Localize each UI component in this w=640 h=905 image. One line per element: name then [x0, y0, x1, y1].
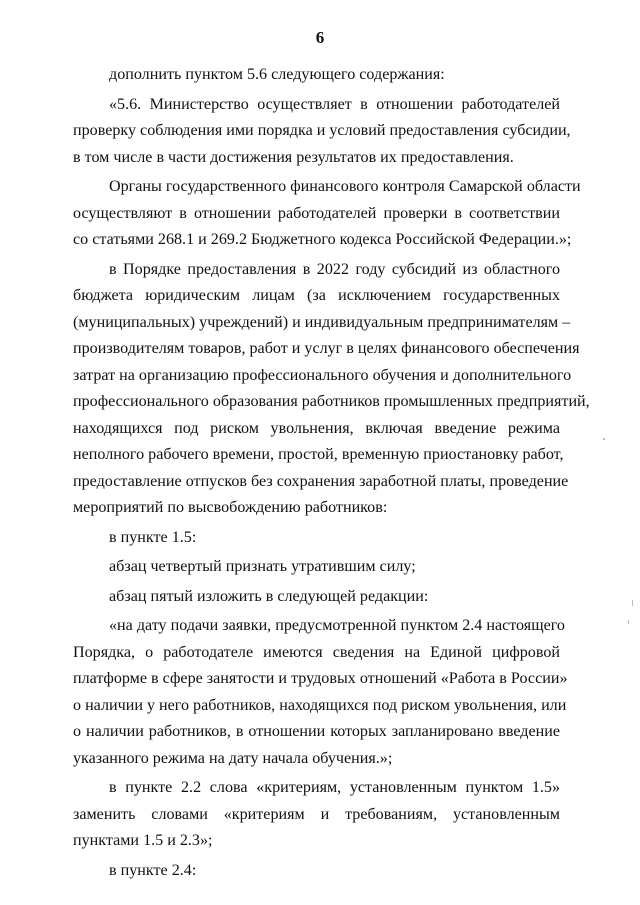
- document-body: [73, 62, 590, 884]
- text-line: профессионального образования работников промышленных предприятий,: [73, 393, 590, 410]
- text-line: заменить словами «критериям и требованиям, установленным: [73, 805, 560, 823]
- text-line: проверку соблюдения ими порядка и условий предоставления субсидии,: [73, 122, 571, 139]
- page-number: 6: [315, 28, 325, 47]
- text-line: производителям товаров, работ и услуг в целях финансового обеспечения: [73, 340, 580, 357]
- text-line: платформе в сфере занятости и трудовых отношений «Работа в России»: [73, 670, 568, 687]
- text-line: в пункте 2.2 слова «критериям, установленным пунктом 1.5»: [109, 779, 560, 796]
- text-line: о наличии работников, в отношении которых запланировано введение: [73, 723, 560, 740]
- text-line: затрат на организацию профессионального обучения и дополнительного: [73, 366, 572, 384]
- text-line: (муниципальных) учреждений) и индивидуальным предпринимателям –: [73, 313, 571, 331]
- text-line: мероприятий по высвобождению работников:: [73, 499, 388, 516]
- text-line: абзац четвертый признать утратившим силу;: [109, 558, 416, 575]
- text-line: «5.6. Министерство осуществляет в отношении работодателей: [109, 95, 560, 113]
- text-line: Органы государственного финансового контроля Самарской области: [109, 178, 581, 195]
- text-line: дополнить пунктом 5.6 следующего содержания:: [109, 66, 445, 83]
- text-line: бюджета юридическим лицам (за исключением государственных: [73, 287, 560, 304]
- scan-speck: [603, 438, 605, 440]
- scan-speck: [632, 600, 633, 606]
- text-line: со статьями 268.1 и 269.2 Бюджетного кодекса Российской Федерации.»;: [73, 231, 572, 248]
- scan-speck: [628, 620, 629, 624]
- text-line: неполного рабочего времени, простой, временную приостановку работ,: [73, 446, 564, 463]
- text-line: в Порядке предоставления в 2022 году субсидий из областного: [109, 260, 560, 278]
- text-line: предоставление отпусков без сохранения заработной платы, проведение: [73, 472, 569, 490]
- text-line: находящихся под риском увольнения, включая введение режима: [73, 419, 560, 437]
- text-line: в пункте 1.5:: [109, 528, 197, 546]
- text-line: в том числе в части достижения результатов их предоставления.: [73, 148, 514, 166]
- text-line: осуществляют в отношении работодателей проверки в соответствии: [73, 204, 560, 222]
- text-line: Порядка, о работодателе имеются сведения на Единой цифровой: [73, 643, 560, 661]
- text-line: в пункте 2.4:: [109, 861, 197, 879]
- text-line: пунктами 1.5 и 2.3»;: [73, 832, 213, 849]
- text-line: указанного режима на дату начала обучения.»;: [73, 749, 393, 767]
- text-line: о наличии у него работников, находящихся под риском увольнения, или: [73, 696, 567, 714]
- text-line: «на дату подачи заявки, предусмотренной пунктом 2.4 настоящего: [109, 617, 565, 634]
- text-line: абзац пятый изложить в следующей редакции:: [109, 587, 429, 605]
